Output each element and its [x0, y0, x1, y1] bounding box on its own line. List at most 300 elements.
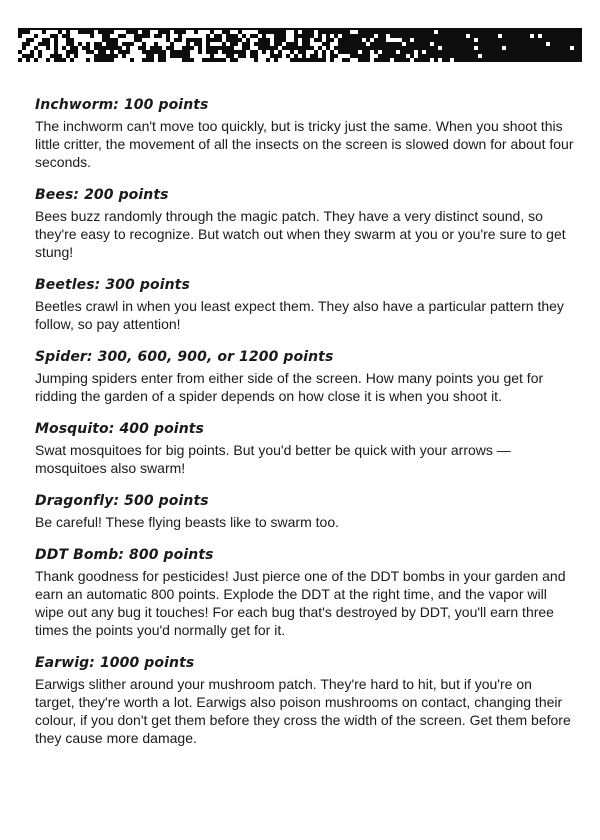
- pixel-dot: [122, 38, 126, 42]
- pixel-dot: [374, 54, 378, 58]
- pixel-dot: [190, 30, 194, 34]
- pixel-dot: [150, 34, 154, 38]
- pixel-dot: [398, 38, 402, 42]
- pixel-dot: [174, 46, 178, 50]
- pixel-dot: [186, 34, 190, 38]
- pixel-dot: [466, 34, 470, 38]
- pixel-dot: [262, 54, 266, 58]
- pixel-dot: [258, 34, 262, 38]
- pixel-dot: [118, 38, 122, 42]
- pixel-dot: [450, 58, 454, 62]
- pixel-dot: [62, 54, 66, 58]
- pixel-dot: [118, 54, 122, 58]
- pixel-dot: [410, 58, 414, 62]
- pixel-dot: [106, 50, 110, 54]
- pixel-dot: [30, 42, 34, 46]
- pixel-dot: [338, 58, 342, 62]
- pixel-dot: [126, 54, 130, 58]
- pixel-dot: [182, 42, 186, 46]
- pixel-dot: [474, 46, 478, 50]
- pixel-dot: [254, 38, 258, 42]
- entry-title: Dragonfly: 500 points: [35, 493, 209, 509]
- pixel-dot: [318, 42, 322, 46]
- pixel-dot: [350, 58, 354, 62]
- pixel-dot: [82, 38, 86, 42]
- pixel-dot: [298, 54, 302, 58]
- pixel-dot: [138, 42, 142, 46]
- pixel-header-bar: [18, 28, 582, 62]
- pixel-dot: [206, 30, 210, 34]
- pixel-dot: [330, 42, 334, 46]
- pixel-dot: [126, 38, 130, 42]
- pixel-dot: [198, 34, 202, 38]
- pixel-dot: [50, 50, 54, 54]
- pixel-dot: [266, 50, 270, 54]
- pixel-dot: [194, 58, 198, 62]
- pixel-dot: [234, 30, 238, 34]
- pixel-dot: [238, 58, 242, 62]
- pixel-dot: [154, 30, 158, 34]
- pixel-dot: [138, 54, 142, 58]
- pixel-dot: [326, 58, 330, 62]
- pixel-dot: [290, 30, 294, 34]
- pixel-dot: [354, 58, 358, 62]
- pixel-dot: [194, 54, 198, 58]
- pixel-dot: [306, 54, 310, 58]
- pixel-dot: [334, 50, 338, 54]
- entry-body: Thank goodness for pesticides! Just pierce one of the DDT bombs in your garden and earn an automatic 800 points. Explode the DDT at the right time, and the vapor will wipe out any bug it touches! For each bug that's destroyed by DDT, you'll earn three times the points you'd normally get for it.: [35, 568, 566, 638]
- pixel-dot: [414, 54, 418, 58]
- pixel-dot: [150, 38, 154, 42]
- pixel-dot: [150, 30, 154, 34]
- pixel-dot: [250, 38, 254, 42]
- pixel-dot: [162, 34, 166, 38]
- pixel-dot: [166, 58, 170, 62]
- pixel-dot: [166, 50, 170, 54]
- pixel-dot: [182, 34, 186, 38]
- pixel-dot: [314, 30, 318, 34]
- pixel-dot: [370, 54, 374, 58]
- pixel-dot: [250, 30, 254, 34]
- pixel-dot: [58, 38, 62, 42]
- pixel-dot: [338, 54, 342, 58]
- pixel-dot: [50, 38, 54, 42]
- pixel-dot: [82, 42, 86, 46]
- pixel-dot: [270, 34, 274, 38]
- pixel-dot: [258, 58, 262, 62]
- pixel-dot: [22, 38, 26, 42]
- pixel-dot: [222, 54, 226, 58]
- pixel-dot: [118, 42, 122, 46]
- pixel-dot: [170, 38, 174, 42]
- pixel-dot: [34, 30, 38, 34]
- pixel-dot: [242, 38, 246, 42]
- pixel-dot: [246, 58, 250, 62]
- pixel-dot: [38, 34, 42, 38]
- pixel-dot: [162, 38, 166, 42]
- pixel-dot: [90, 46, 94, 50]
- entry-title: Earwig: 1000 points: [35, 655, 195, 671]
- pixel-dot: [34, 42, 38, 46]
- pixel-dot: [222, 34, 226, 38]
- entry-title: Beetles: 300 points: [35, 277, 190, 293]
- pixel-dot: [362, 38, 366, 42]
- pixel-dot: [290, 34, 294, 38]
- pixel-dot: [170, 58, 174, 62]
- pixel-dot: [42, 58, 46, 62]
- pixel-dot: [194, 46, 198, 50]
- pixel-dot: [334, 42, 338, 46]
- pixel-dot: [38, 46, 42, 50]
- pixel-dot: [150, 42, 154, 46]
- pixel-dot: [90, 58, 94, 62]
- pixel-dot: [194, 34, 198, 38]
- pixel-dot: [390, 38, 394, 42]
- pixel-dot: [90, 42, 94, 46]
- pixel-dot: [142, 54, 146, 58]
- pixel-dot: [242, 58, 246, 62]
- pixel-dot: [330, 34, 334, 38]
- entry-mosquito: [35, 421, 575, 477]
- pixel-dot: [34, 50, 38, 54]
- pixel-dot: [94, 38, 98, 42]
- pixel-dot: [26, 46, 30, 50]
- pixel-dot: [186, 30, 190, 34]
- pixel-dot: [42, 46, 46, 50]
- pixel-dot: [78, 46, 82, 50]
- pixel-dot: [74, 58, 78, 62]
- pixel-dot: [194, 50, 198, 54]
- pixel-dot: [70, 54, 74, 58]
- pixel-dot: [290, 38, 294, 42]
- pixel-dot: [538, 34, 542, 38]
- pixel-dot: [254, 30, 258, 34]
- pixel-dot: [322, 34, 326, 38]
- pixel-dot: [162, 46, 166, 50]
- pixel-dot: [282, 58, 286, 62]
- pixel-dot: [226, 42, 230, 46]
- pixel-dot: [314, 42, 318, 46]
- pixel-dot: [298, 30, 302, 34]
- pixel-dot: [158, 38, 162, 42]
- pixel-dot: [34, 38, 38, 42]
- pixel-dot: [202, 34, 206, 38]
- pixel-dot: [214, 30, 218, 34]
- pixel-dot: [226, 58, 230, 62]
- pixel-dot: [218, 54, 222, 58]
- pixel-dot: [122, 30, 126, 34]
- pixel-dot: [402, 42, 406, 46]
- pixel-dot: [262, 58, 266, 62]
- pixel-dot: [266, 34, 270, 38]
- pixel-dot: [318, 50, 322, 54]
- pixel-dot: [170, 34, 174, 38]
- pixel-dot: [30, 34, 34, 38]
- pixel-dot: [286, 38, 290, 42]
- pixel-dot: [326, 54, 330, 58]
- pixel-dot: [218, 50, 222, 54]
- pixel-dot: [346, 54, 350, 58]
- pixel-dot: [290, 54, 294, 58]
- pixel-dot: [338, 34, 342, 38]
- pixel-dot: [130, 34, 134, 38]
- pixel-dot: [298, 38, 302, 42]
- entry-inchworm: [35, 97, 575, 171]
- pixel-dot: [126, 58, 130, 62]
- pixel-dot: [370, 58, 374, 62]
- entry-spider: [35, 349, 575, 405]
- pixel-dot: [130, 46, 134, 50]
- pixel-dot: [134, 42, 138, 46]
- pixel-dot: [78, 58, 82, 62]
- pixel-dot: [210, 34, 214, 38]
- pixel-dot: [138, 30, 142, 34]
- pixel-dot: [410, 38, 414, 42]
- pixel-dot: [278, 58, 282, 62]
- pixel-dot: [78, 54, 82, 58]
- pixel-dot: [18, 46, 22, 50]
- pixel-dot: [74, 42, 78, 46]
- pixel-dot: [254, 46, 258, 50]
- pixel-dot: [42, 54, 46, 58]
- pixel-dot: [386, 34, 390, 38]
- pixel-dot: [326, 50, 330, 54]
- pixel-dot: [174, 58, 178, 62]
- pixel-dot: [310, 50, 314, 54]
- pixel-dot: [286, 30, 290, 34]
- pixel-dot: [306, 50, 310, 54]
- pixel-pattern-graphic: [18, 28, 582, 62]
- pixel-dot: [82, 54, 86, 58]
- pixel-dot: [198, 58, 202, 62]
- pixel-dot: [42, 34, 46, 38]
- pixel-dot: [74, 30, 78, 34]
- pixel-dot: [114, 34, 118, 38]
- pixel-dot: [370, 50, 374, 54]
- pixel-dot: [218, 30, 222, 34]
- pixel-dot: [266, 54, 270, 58]
- pixel-dot: [202, 38, 206, 42]
- pixel-dot: [58, 46, 62, 50]
- pixel-dot: [30, 58, 34, 62]
- pixel-dot: [130, 50, 134, 54]
- pixel-dot: [22, 34, 26, 38]
- pixel-dot: [86, 34, 90, 38]
- pixel-dot: [34, 54, 38, 58]
- pixel-dot: [234, 54, 238, 58]
- pixel-dot: [310, 38, 314, 42]
- pixel-dot: [206, 54, 210, 58]
- pixel-dot: [238, 42, 242, 46]
- pixel-dot: [390, 58, 394, 62]
- pixel-dot: [214, 54, 218, 58]
- pixel-dot: [86, 54, 90, 58]
- pixel-dot: [102, 42, 106, 46]
- pixel-dot: [530, 34, 534, 38]
- pixel-dot: [174, 42, 178, 46]
- pixel-dot: [162, 42, 166, 46]
- pixel-dot: [122, 46, 126, 50]
- entry-body: The inchworm can't move too quickly, but is tricky just the same. When you shoot this little critter, the movement of all the insects on the screen is slowed down for about four seconds.: [35, 118, 574, 170]
- pixel-dot: [178, 46, 182, 50]
- pixel-dot: [50, 58, 54, 62]
- pixel-dot: [286, 34, 290, 38]
- pixel-dot: [90, 38, 94, 42]
- pixel-dot: [110, 34, 114, 38]
- pixel-dot: [158, 42, 162, 46]
- pixel-dot: [94, 50, 98, 54]
- pixel-dot: [74, 34, 78, 38]
- pixel-dot: [270, 58, 274, 62]
- pixel-dot: [396, 50, 400, 54]
- pixel-dot: [358, 50, 362, 54]
- pixel-dot: [258, 50, 262, 54]
- pixel-dot: [310, 42, 314, 46]
- pixel-dot: [342, 54, 346, 58]
- pixel-dot: [370, 38, 374, 42]
- pixel-dot: [190, 34, 194, 38]
- pixel-dot: [58, 50, 62, 54]
- pixel-dot: [230, 30, 234, 34]
- pixel-dot: [234, 46, 238, 50]
- pixel-dot: [246, 30, 250, 34]
- pixel-dot: [330, 46, 334, 50]
- pixel-dot: [282, 50, 286, 54]
- entry-title: Inchworm: 100 points: [35, 97, 209, 113]
- pixel-dot: [202, 54, 206, 58]
- pixel-dot: [202, 42, 206, 46]
- pixel-dot: [174, 34, 178, 38]
- entry-title: Bees: 200 points: [35, 187, 169, 203]
- pixel-dot: [118, 58, 122, 62]
- pixel-dot: [282, 42, 286, 46]
- pixel-dot: [274, 50, 278, 54]
- pixel-dot: [182, 38, 186, 42]
- entry-body: Jumping spiders enter from either side of the screen. How many points you get for ridding the garden of a spider depends on how close it is when you shoot it.: [35, 370, 544, 404]
- pixel-dot: [202, 50, 206, 54]
- pixel-dot: [130, 38, 134, 42]
- pixel-dot: [94, 34, 98, 38]
- pixel-dot: [190, 54, 194, 58]
- pixel-dot: [46, 30, 50, 34]
- pixel-dot: [58, 34, 62, 38]
- pixel-dot: [298, 42, 302, 46]
- pixel-dot: [82, 34, 86, 38]
- pixel-dot: [430, 42, 434, 46]
- pixel-dot: [242, 30, 246, 34]
- pixel-dot: [238, 46, 242, 50]
- entry-bees: [35, 187, 575, 261]
- pixel-dot: [98, 38, 102, 42]
- pixel-dot: [146, 46, 150, 50]
- pixel-dot: [366, 42, 370, 46]
- pixel-dot: [350, 30, 354, 34]
- pixel-dot: [246, 54, 250, 58]
- pixel-dot: [546, 42, 550, 46]
- pixel-dot: [138, 58, 142, 62]
- pixel-dot: [570, 46, 574, 50]
- entry-body: Beetles crawl in when you least expect them. They also have a particular pattern they follow, so pay attention!: [35, 298, 564, 332]
- pixel-dot: [322, 38, 326, 42]
- pixel-dot: [294, 50, 298, 54]
- entry-title: Mosquito: 400 points: [35, 421, 204, 437]
- pixel-dot: [134, 50, 138, 54]
- pixel-dot: [38, 38, 42, 42]
- entry-beetles: [35, 277, 575, 333]
- pixel-dot: [62, 38, 66, 42]
- pixel-dot: [134, 54, 138, 58]
- pixel-dot: [30, 30, 34, 34]
- pixel-dot: [238, 34, 242, 38]
- entry-ddt-bomb: [35, 547, 575, 639]
- pixel-dot: [166, 42, 170, 46]
- pixel-dot: [314, 34, 318, 38]
- pixel-dot: [270, 42, 274, 46]
- pixel-dot: [62, 42, 66, 46]
- pixel-dot: [86, 38, 90, 42]
- pixel-dot: [394, 38, 398, 42]
- pixel-dot: [250, 46, 254, 50]
- pixel-dot: [46, 34, 50, 38]
- pixel-dot: [146, 42, 150, 46]
- pixel-dot: [46, 54, 50, 58]
- pixel-dot: [30, 46, 34, 50]
- pixel-dot: [198, 54, 202, 58]
- entry-body: Be careful! These flying beasts like to swarm too.: [35, 514, 339, 530]
- pixel-dot: [334, 38, 338, 42]
- pixel-dot: [474, 38, 478, 42]
- pixel-dot: [190, 50, 194, 54]
- pixel-dot: [210, 42, 214, 46]
- pixel-dot: [82, 58, 86, 62]
- pixel-dot: [222, 38, 226, 42]
- pixel-dot: [282, 54, 286, 58]
- pixel-dot: [74, 38, 78, 42]
- pixel-dot: [190, 42, 194, 46]
- pixel-dot: [178, 42, 182, 46]
- pixel-dot: [38, 58, 42, 62]
- pixel-dot: [118, 30, 122, 34]
- pixel-dot: [438, 58, 442, 62]
- pixel-dot: [250, 42, 254, 46]
- pixel-dot: [354, 30, 358, 34]
- pixel-dot: [114, 30, 118, 34]
- pixel-dot: [314, 46, 318, 50]
- pixel-dot: [318, 54, 322, 58]
- pixel-dot: [82, 50, 86, 54]
- pixel-dot: [202, 30, 206, 34]
- pixel-dot: [246, 34, 250, 38]
- pixel-dot: [502, 46, 506, 50]
- pixel-dot: [134, 58, 138, 62]
- pixel-dot: [218, 42, 222, 46]
- pixel-dot: [178, 58, 182, 62]
- pixel-dot: [250, 58, 254, 62]
- pixel-dot: [126, 34, 130, 38]
- pixel-dot: [70, 30, 74, 34]
- pixel-dot: [198, 30, 202, 34]
- pixel-dot: [38, 30, 42, 34]
- pixel-dot: [430, 58, 434, 62]
- pixel-dot: [322, 46, 326, 50]
- pixel-dot: [22, 50, 26, 54]
- pixel-dot: [202, 46, 206, 50]
- pixel-dot: [22, 58, 26, 62]
- pixel-dot: [374, 34, 378, 38]
- pixel-dot: [42, 50, 46, 54]
- pixel-dot: [18, 54, 22, 58]
- pixel-dot: [414, 50, 418, 54]
